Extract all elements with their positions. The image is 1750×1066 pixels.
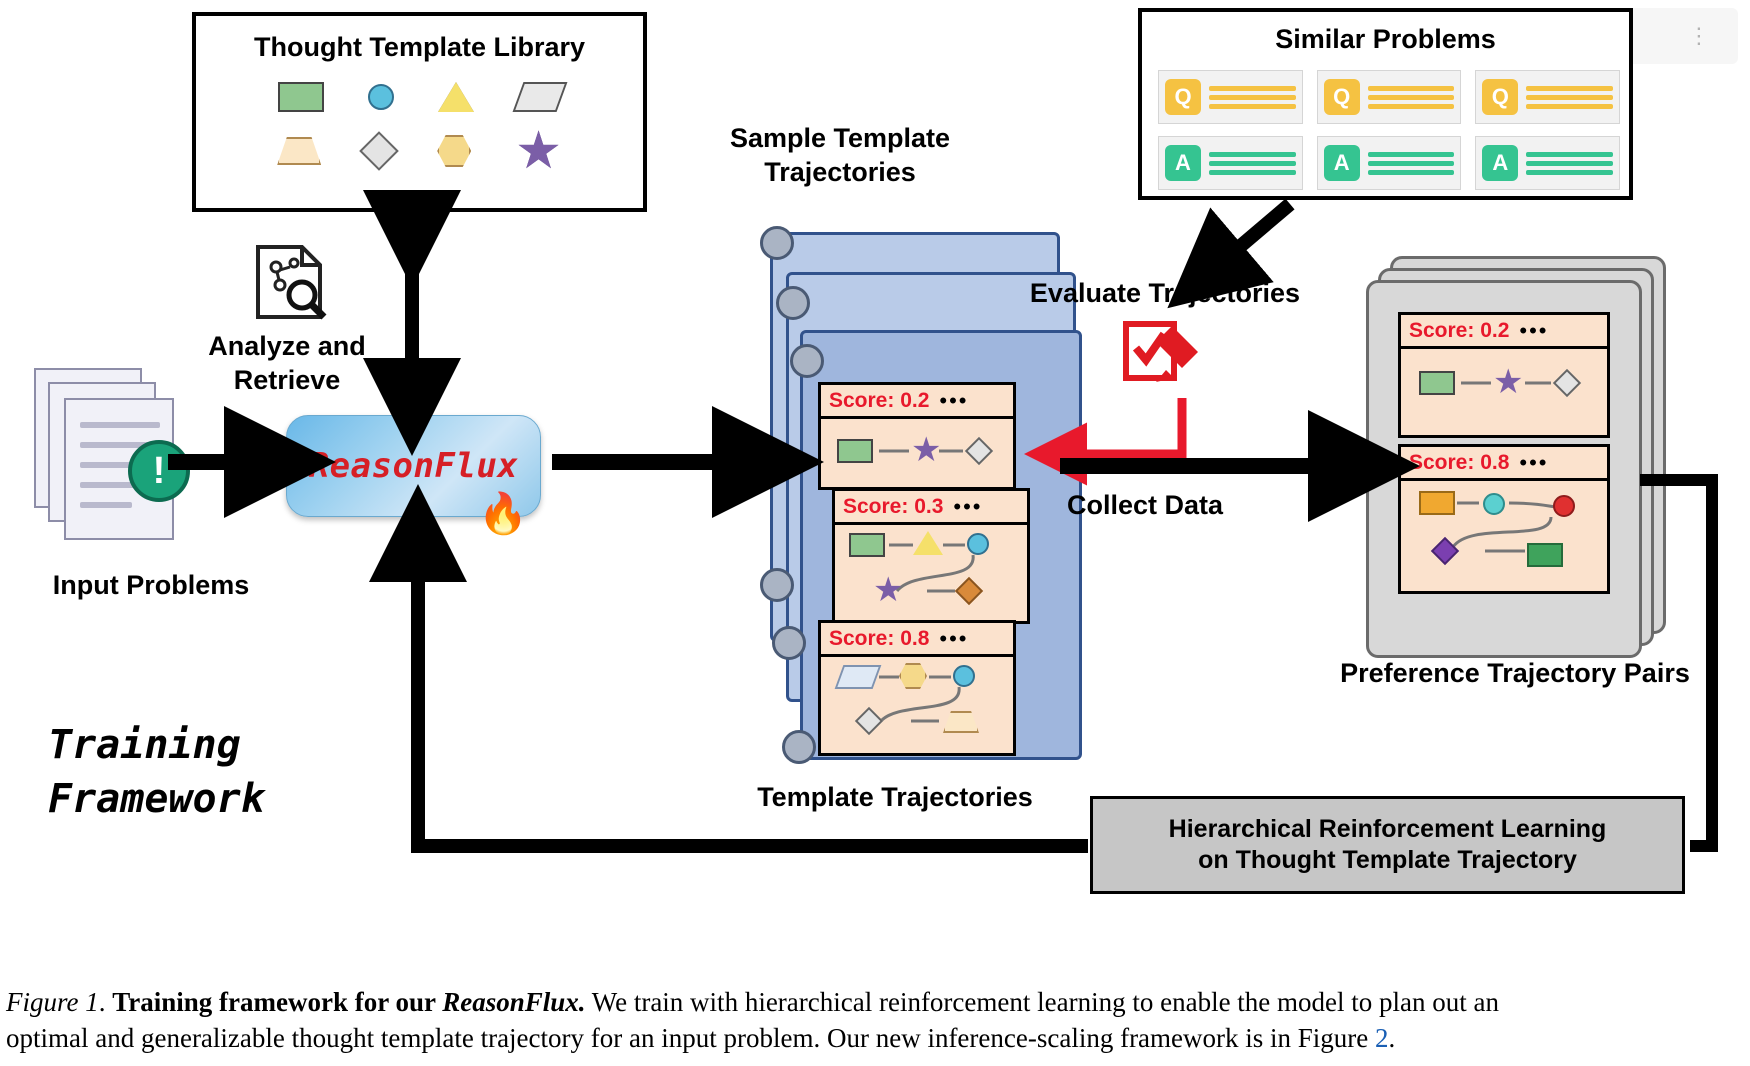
- star-purple-icon: ★: [515, 122, 562, 180]
- hierarchical-rl-box: [1090, 796, 1685, 894]
- score-label: Score: 0.8: [1409, 450, 1510, 474]
- thought-template-library-title: Thought Template Library: [253, 32, 585, 62]
- qa-card: [1475, 70, 1620, 124]
- card-body: [1401, 481, 1607, 591]
- card-score-bar: [821, 623, 1013, 657]
- score-label: Score: 0.8: [829, 626, 930, 650]
- scroll-roll-icon: [772, 626, 806, 660]
- template-shape-row-1: [196, 82, 643, 112]
- more-options-icon[interactable]: •••: [939, 387, 969, 413]
- checklist-pen-icon: [1122, 318, 1208, 394]
- flame-icon: 🔥: [478, 492, 528, 536]
- question-badge-icon: Q: [1482, 79, 1518, 115]
- qa-card: [1475, 136, 1620, 190]
- answer-badge-icon: A: [1324, 145, 1360, 181]
- sample-template-trajectories-label: Sample Template Trajectories: [729, 123, 951, 187]
- star-purple-icon: ★: [911, 431, 942, 469]
- circle-red-icon: [1553, 495, 1575, 517]
- hrl-line-1: Hierarchical Reinforcement Learning: [1168, 814, 1607, 843]
- caption-bold-italic: ReasonFlux.: [442, 987, 586, 1017]
- triangle-yellow-icon: [913, 531, 943, 555]
- circle-blue-icon: [967, 533, 989, 555]
- rectangle-orange-icon: [1419, 491, 1455, 515]
- reasonflux-label: ReasonFlux: [308, 446, 519, 486]
- evaluate-trajectories-label: Evaluate Trajectories: [1029, 278, 1301, 308]
- text-lines: [1368, 86, 1455, 109]
- template-trajectories-label: Template Trajectories: [757, 782, 1033, 812]
- more-options-icon[interactable]: •••: [1519, 317, 1549, 343]
- training-framework-label: Training Framework: [48, 722, 265, 822]
- preference-card[interactable]: [1398, 444, 1610, 594]
- parallelogram-grey-icon: [512, 82, 567, 112]
- qa-card: [1317, 70, 1462, 124]
- exclamation-badge-icon: !: [128, 440, 190, 502]
- template-trajectory-card[interactable]: [818, 382, 1016, 490]
- text-lines: [1368, 152, 1455, 175]
- answer-badge-icon: A: [1165, 145, 1201, 181]
- caption-period: .: [1388, 1022, 1396, 1053]
- more-options-icon[interactable]: •••: [939, 625, 969, 651]
- circle-blue-icon: [953, 665, 975, 687]
- collect-data-label: Collect Data: [1066, 490, 1224, 520]
- star-purple-icon: ★: [873, 571, 904, 609]
- caption-figure-link[interactable]: 2: [1375, 1022, 1389, 1053]
- analyze-retrieve-label: Analyze and Retrieve: [208, 331, 366, 395]
- similar-problems-grid: [1158, 70, 1620, 190]
- card-score-bar: [835, 491, 1027, 525]
- figure-caption: Figure 1. Training framework for our ReasonFlux. We train with hierarchical reinforcement learning to enable the model to plan out an optimal and generalizable thought template trajectory for an input problem. Our new inference-scaling framework is in Figure 2.: [6, 987, 1499, 1053]
- triangle-yellow-icon: [438, 82, 474, 112]
- more-options-icon[interactable]: •••: [953, 493, 983, 519]
- caption-text-2: optimal and generalizable thought template trajectory for an input problem. Our new inference-scaling framework is in Figure: [6, 1022, 1376, 1053]
- score-label: Score: 0.2: [1409, 318, 1510, 342]
- text-lines: [1209, 86, 1296, 109]
- preference-trajectory-pairs-label: Preference Trajectory Pairs: [1340, 658, 1690, 688]
- answer-badge-icon: A: [1482, 145, 1518, 181]
- rectangle-green-icon: [1419, 371, 1455, 395]
- rectangle-green-icon: [849, 533, 885, 557]
- scroll-roll-icon: [790, 344, 824, 378]
- hrl-line-2: on Thought Template Trajectory: [1198, 846, 1577, 874]
- qa-card: [1317, 136, 1462, 190]
- caption-bold: Training framework for our: [112, 987, 443, 1017]
- score-label: Score: 0.2: [829, 388, 930, 412]
- text-lines: [1209, 152, 1296, 175]
- preference-card[interactable]: [1398, 312, 1610, 438]
- question-badge-icon: Q: [1165, 79, 1201, 115]
- card-body: [1401, 349, 1607, 435]
- circle-blue-icon: [368, 84, 394, 110]
- score-label: Score: 0.3: [843, 494, 944, 518]
- more-vertical-icon: ⋮: [1687, 23, 1710, 48]
- star-purple-icon: ★: [1493, 363, 1524, 401]
- circle-teal-icon: [1483, 493, 1505, 515]
- qa-card: [1158, 136, 1303, 190]
- card-body: [821, 419, 1013, 487]
- thought-template-library-panel: [192, 12, 647, 212]
- rectangle-green-icon: [1527, 543, 1563, 567]
- qa-card: [1158, 70, 1303, 124]
- caption-figure-number: Figure 1: [6, 987, 99, 1017]
- rectangle-green-icon: [837, 439, 873, 463]
- text-lines: [1526, 152, 1613, 175]
- card-score-bar: [821, 385, 1013, 419]
- hexagon-yellow-icon: [437, 135, 471, 167]
- template-trajectory-card[interactable]: [818, 620, 1016, 756]
- question-badge-icon: Q: [1324, 79, 1360, 115]
- scroll-roll-icon: [760, 568, 794, 602]
- text-lines: [1526, 86, 1613, 109]
- card-body: [821, 657, 1013, 753]
- document-search-icon: [250, 243, 330, 321]
- caption-text-1: We train with hierarchical reinforcement learning to enable the model to plan out an: [585, 987, 1499, 1017]
- card-score-bar: [1401, 447, 1607, 481]
- trapezoid-cream-icon: [277, 137, 321, 165]
- more-options-icon[interactable]: •••: [1519, 449, 1549, 475]
- card-score-bar: [1401, 315, 1607, 349]
- similar-problems-title: Similar Problems: [1275, 24, 1496, 54]
- input-problems-label: Input Problems: [52, 570, 250, 600]
- similar-problems-panel: [1138, 8, 1633, 200]
- diamond-grey-icon: [359, 131, 399, 171]
- rectangle-green-icon: [278, 82, 324, 112]
- scroll-roll-icon: [776, 286, 810, 320]
- scroll-roll-icon: [760, 226, 794, 260]
- scroll-roll-icon: [782, 730, 816, 764]
- card-body: [835, 525, 1027, 621]
- template-shape-row-2: [196, 122, 643, 180]
